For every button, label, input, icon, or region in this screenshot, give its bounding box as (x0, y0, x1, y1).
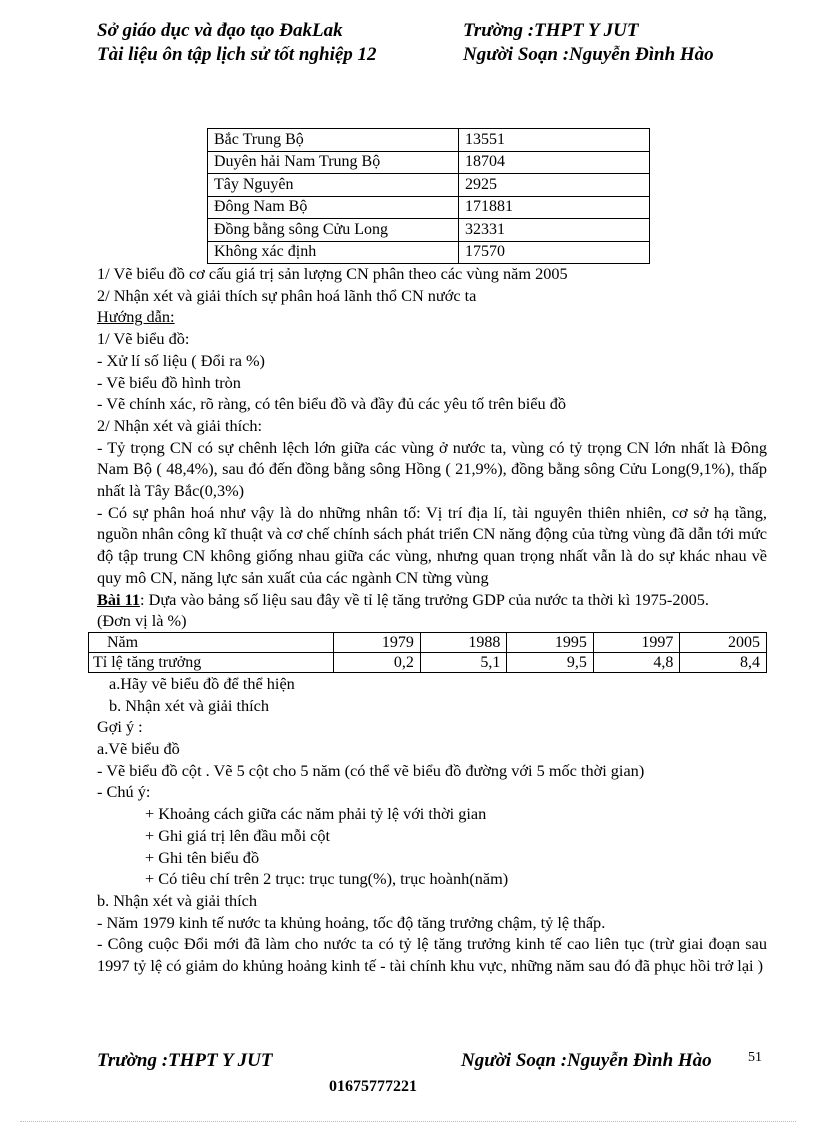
value-cell: 2925 (459, 174, 650, 197)
industry-value-table (207, 128, 650, 264)
region-cell: Không xác định (208, 241, 459, 264)
header-left-line2: Tài liệu ôn tập lịch sử tốt nghiệp 12 (97, 44, 377, 65)
table-row (208, 196, 650, 219)
value-cell: 4,8 (593, 652, 680, 672)
guide-title: Hướng dẫn: (97, 307, 175, 327)
value-cell: 32331 (459, 219, 650, 242)
hint-b1: - Năm 1979 kinh tế nước ta khủng hoảng, tốc độ tăng trưởng chậm, tỷ lệ thấp. (97, 912, 606, 932)
table-row (89, 632, 767, 652)
header-left-line1: Sở giáo dục và đạo tạo ĐakLak (97, 20, 343, 41)
paragraph-1: - Tỷ trọng CN có sự chênh lệch lớn giữa các vùng ở nước ta, vùng có tỷ trọng CN lớn nhất là Đông Nam Bộ ( 48,4%), sau đó đến đồng bằng sông Hồng ( 21,9%), đồng bằng sông Cửu Long(9,1%), thấp nhất là Tây Bắc(0,3%) (97, 437, 767, 501)
header-cell: 1979 (334, 632, 421, 652)
note-4: + Có tiêu chí trên 2 trục: trục tung(%), trục hoành(năm) (145, 869, 509, 889)
question-b: b. Nhận xét và giải thích (109, 695, 270, 715)
value-cell: 13551 (459, 129, 650, 152)
gdp-growth-table (88, 632, 767, 673)
region-cell: Đồng bằng sông Cửu Long (208, 219, 459, 242)
header-right-line2: Người Soạn :Nguyễn Đình Hào (463, 44, 714, 65)
guide-2: 2/ Nhận xét và giải thích: (97, 415, 263, 435)
value-cell: 171881 (459, 196, 650, 219)
unit-note: (Đơn vị là %) (97, 611, 187, 631)
value-cell: 18704 (459, 151, 650, 174)
footer-right: Người Soạn :Nguyễn Đình Hào (461, 1050, 712, 1071)
page-bottom-divider (20, 1121, 796, 1122)
header-cell: 1995 (507, 632, 594, 652)
hint-a1: - Vẽ biểu đồ cột . Vẽ 5 cột cho 5 năm (có thể vẽ biểu đồ đường với 5 mốc thời gian) (97, 760, 645, 780)
row-label-cell: Tỉ lệ tăng trưởng (89, 652, 334, 672)
document-body (93, 263, 767, 977)
guide-1b: - Vẽ biểu đồ hình tròn (97, 372, 241, 392)
value-cell: 17570 (459, 241, 650, 264)
region-cell: Đông Nam Bộ (208, 196, 459, 219)
header-cell: 1997 (593, 632, 680, 652)
note-1: + Khoảng cách giữa các năm phải tỷ lệ với thời gian (145, 804, 487, 824)
table-row (208, 219, 650, 242)
note-3: + Ghi tên biểu đồ (145, 847, 260, 867)
hint-title: Gợi ý : (97, 717, 143, 737)
region-cell: Tây Nguyên (208, 174, 459, 197)
header-right-line1: Trường :THPT Y JUT (463, 20, 639, 41)
hint-b2: - Công cuộc Đổi mới đã làm cho nước ta có tỷ lệ tăng trưởng kinh tế cao liên tục (trừ giai đoạn sau 1997 tỷ lệ có giảm do khủng hoảng kinh tế - tài chính khu vực, những năm sau đó đã phục hồi trở lại ) (97, 934, 767, 976)
table-row (208, 241, 650, 264)
table-row (208, 174, 650, 197)
table-row (89, 652, 767, 672)
hint-b: b. Nhận xét và giải thích (97, 890, 258, 910)
guide-1a: - Xử lí số liệu ( Đổi ra %) (97, 350, 265, 370)
hint-a: a.Vẽ biểu đồ (97, 739, 180, 759)
footer-left: Trường :THPT Y JUT (97, 1050, 273, 1071)
table-row (208, 129, 650, 152)
value-cell: 9,5 (507, 652, 594, 672)
note-title: - Chú ý: (97, 782, 151, 802)
page-number: 51 (748, 1050, 762, 1065)
exercise-text: : Dựa vào bảng số liệu sau đây về tỉ lệ tăng trưởng GDP của nước ta thời kì 1975-2005. (139, 589, 709, 609)
paragraph-2: - Có sự phân hoá như vậy là do những nhân tố: Vị trí địa lí, tài nguyên thiên nhiên, cơ sở hạ tầng, nguồn nhân công kĩ thuật và cơ chế chính sách phát triển CN năng động của từng vùng đã dẫn tới mức độ tập trung CN không giống nhau giữa các vùng, nhưng quan trọng nhất vẫn là do sự khác nhau về quy mô CN, năng lực sản xuất của các ngành CN từng vùng (97, 502, 767, 587)
table-row (208, 151, 650, 174)
header-cell: 1988 (420, 632, 507, 652)
exercise-11 (97, 589, 767, 611)
guide-1: 1/ Vẽ biểu đồ: (97, 329, 190, 349)
exercise-label: Bài 11 (97, 589, 140, 609)
region-cell: Duyên hải Nam Trung Bộ (208, 151, 459, 174)
header-cell: 2005 (680, 632, 767, 652)
value-cell: 8,4 (680, 652, 767, 672)
question-a: a.Hãy vẽ biểu đồ để thể hiện (109, 673, 295, 693)
value-cell: 5,1 (420, 652, 507, 672)
note-2: + Ghi giá trị lên đầu mỗi cột (145, 825, 331, 845)
question-1: 1/ Vẽ biểu đồ cơ cấu giá trị sản lượng CN phân theo các vùng năm 2005 (97, 264, 568, 283)
region-cell: Bắc Trung Bộ (208, 129, 459, 152)
footer-phone: 01675777221 (329, 1078, 417, 1095)
guide-1c: - Vẽ chính xác, rõ ràng, có tên biểu đồ và đầy đủ các yêu tố trên biểu đồ (97, 394, 566, 414)
question-2: 2/ Nhận xét và giải thích sự phân hoá lãnh thổ CN nước ta (97, 285, 477, 305)
value-cell: 0,2 (334, 652, 421, 672)
header-cell: Năm (89, 632, 334, 652)
